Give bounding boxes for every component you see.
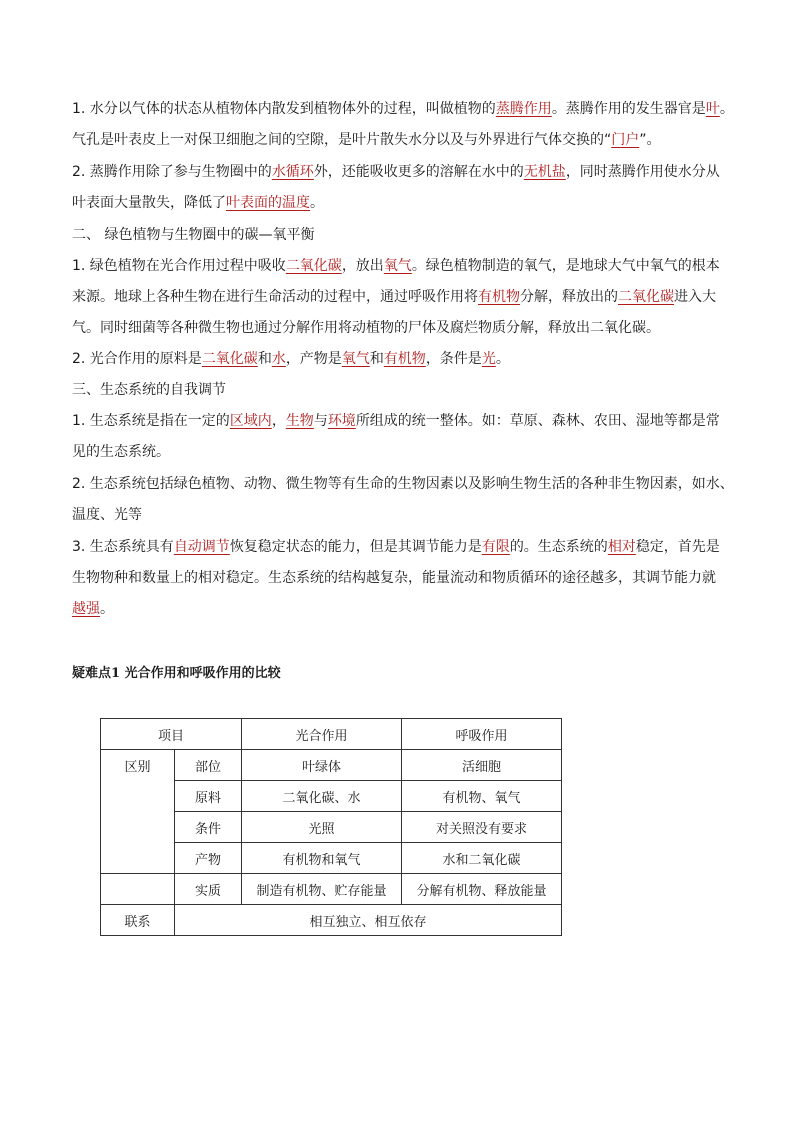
line [72,101,734,117]
aspect-cell: 实质 [175,874,242,905]
table-header-row [101,719,562,750]
line [72,289,716,305]
paragraph-ecosystem-1 [72,406,736,468]
highlighted-term: 相对 [607,539,636,555]
highlighted-term: 有机物 [383,351,426,367]
line [72,351,510,367]
text-run: 1. 生态系统是指在一定的 [72,413,230,429]
aspect-cell: 产物 [175,843,242,874]
photosynthesis-cell: 光照 [242,812,402,843]
highlighted-term: 氧气 [383,258,412,274]
text-run: 进入大 [674,289,716,305]
text-run: ，放出 [341,258,384,274]
line [72,195,324,211]
text-run: 气孔是叶表皮上一对保卫细胞之间的空隙，是叶片散失水分以及与外界进行气体交换的“ [72,132,612,148]
text-run: 恢复稳定状态的能力，但是其调节能力是 [229,539,482,555]
text-run: 。 [310,195,324,211]
text-run: 见的生态系统。 [72,444,170,460]
highlighted-term: 二氧化碳 [285,258,342,274]
highlighted-term: 水 [271,351,286,367]
highlighted-term: 自动调节 [173,539,230,555]
respiration-cell: 对关照没有要求 [402,812,562,843]
text-run: 叶表面大量散失，降低了 [72,195,226,211]
aspect-cell: 部位 [175,750,242,781]
text-run: 1. 绿色植物在光合作用过程中吸收 [72,258,286,274]
text-run: ”。 [639,132,661,148]
link-label: 联系 [101,905,175,936]
highlighted-term: 环境 [327,413,356,429]
highlighted-term: 区域内 [229,413,272,429]
respiration-cell: 有机物、氧气 [402,781,562,812]
text-run: 的。生态系统的 [509,539,608,555]
text-run: 分解，释放出的 [520,289,618,305]
header-respiration: 呼吸作用 [402,719,562,750]
highlighted-term: 无机盐 [523,164,566,180]
respiration-cell: 分解有机物、释放能量 [402,874,562,905]
text-run: 。绿色植物制造的氧气，是地球大气中氧气的根本 [411,258,720,274]
line [72,539,720,555]
text-run: 2. 光合作用的原料是 [72,351,202,367]
paragraph-transpiration-1 [72,94,736,156]
table-row-link [101,905,562,936]
paragraph-ecosystem-3 [72,532,736,625]
section-heading-carbon-oxygen: 二、 绿色植物与生物圈中的碳—氧平衡 [72,227,315,243]
text-run: 和 [257,351,272,367]
comparison-table [100,718,562,936]
text-run: 与 [313,413,328,429]
text-run: 。 [100,601,114,617]
paragraph-ecosystem-2 [72,469,736,531]
highlighted-term: 蒸腾作用 [495,101,552,117]
text-run: 2. 生态系统包括绿色植物、动物、微生物等有生命的生物因素以及影响生物生活的各种非生物因素，如水、 [72,476,734,492]
link-value: 相互独立、相互依存 [175,905,562,936]
photosynthesis-cell: 制造有机物、贮存能量 [242,874,402,905]
respiration-cell: 活细胞 [402,750,562,781]
line [72,476,734,492]
header-photosynthesis: 光合作用 [242,719,402,750]
line [72,413,720,429]
table-row [101,874,562,905]
line [72,258,720,274]
text-run: 所组成的统一整体。如：草原、森林、农田、湿地等都是常 [355,413,720,429]
text-run: 温度、光等 [72,507,142,523]
line [72,570,716,586]
text-run: ，同时蒸腾作用使水分从 [565,164,720,180]
highlighted-term: 叶 [705,101,720,117]
text-run: 来源。地球上各种生物在进行生命活动的过程中，通过呼吸作用将 [72,289,478,305]
text-run: 。蒸腾作用的发生器官是 [551,101,706,117]
text-run: 1. 水分以气体的状态从植物体内散发到植物体外的过程，叫做植物的 [72,101,496,117]
text-run: ，条件是 [425,351,482,367]
group-label-difference: 区别 [101,750,175,874]
line [72,444,170,460]
text-run: ， [271,413,286,429]
highlighted-term: 二氧化碳 [618,289,674,305]
aspect-cell: 原料 [175,781,242,812]
text-run: 生物物种和数量上的相对稳定。生态系统的结构越复杂，能量流动和物质循环的途径越多，其调节能力就 [72,570,716,586]
line [72,601,114,617]
header-item: 项目 [101,719,242,750]
respiration-cell: 水和二氧化碳 [402,843,562,874]
line [72,320,660,336]
highlighted-term: 有机物 [478,289,520,305]
paragraph-carbon-oxygen-2 [72,344,736,375]
text-run: 和 [369,351,384,367]
text-run: 3. 生态系统具有 [72,539,174,555]
text-run: 。 [719,101,734,117]
group-label-continued [101,874,175,905]
paragraph-transpiration-2 [72,157,736,219]
text-run: 。 [495,351,510,367]
table-row [101,750,562,781]
highlighted-term: 光 [481,351,496,367]
photosynthesis-cell: 有机物和氧气 [242,843,402,874]
difficulty-subheading: 疑难点1 光合作用和呼吸作用的比较 [72,666,281,681]
highlighted-term: 生物 [285,413,314,429]
section-heading-ecosystem: 三、生态系统的自我调节 [72,382,226,398]
photosynthesis-cell: 叶绿体 [242,750,402,781]
photosynthesis-cell: 二氧化碳、水 [242,781,402,812]
highlighted-term: 氧气 [341,351,370,367]
highlighted-term: 水循环 [271,164,314,180]
paragraph-carbon-oxygen-1 [72,251,736,344]
highlighted-term: 门户 [611,132,640,148]
line [72,164,720,180]
text-run: 外，还能吸收更多的溶解在水中的 [313,164,524,180]
text-run: 稳定，首先是 [635,539,720,555]
highlighted-term: 越强 [72,601,100,617]
aspect-cell: 条件 [175,812,242,843]
highlighted-term: 叶表面的温度 [226,195,310,211]
line [72,132,661,148]
text-run: 气。同时细菌等各种微生物也通过分解作用将动植物的尸体及腐烂物质分解，释放出二氧化碳。 [72,320,660,336]
line [72,507,142,523]
highlighted-term: 有限 [481,539,510,555]
text-run: ，产物是 [285,351,342,367]
highlighted-term: 二氧化碳 [201,351,258,367]
text-run: 2. 蒸腾作用除了参与生物圈中的 [72,164,272,180]
